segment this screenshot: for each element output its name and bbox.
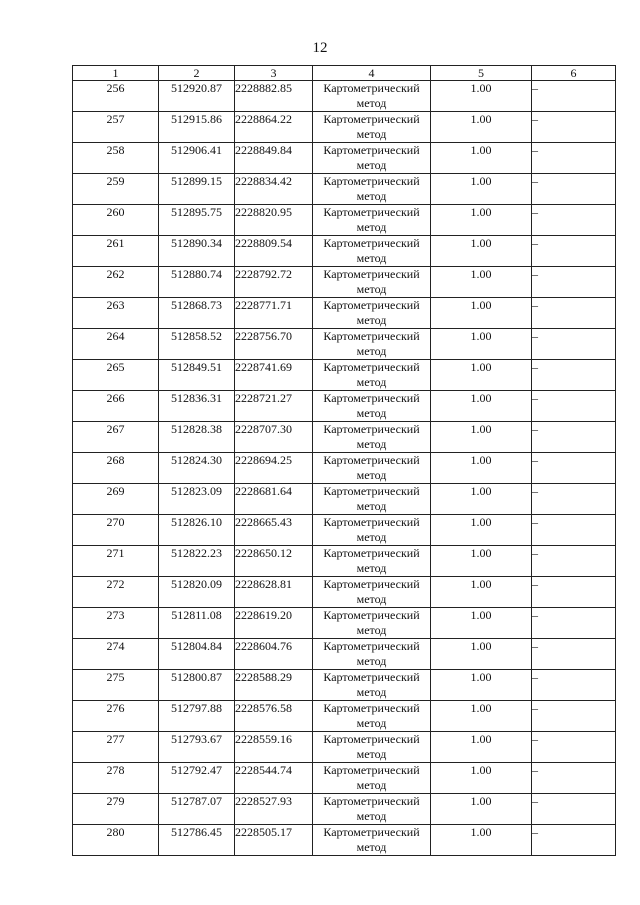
method-label-line2: метод bbox=[356, 344, 387, 358]
y-coordinate-cell: 2228544.74 bbox=[235, 763, 313, 794]
method-label-line1: Картометрический bbox=[323, 391, 420, 405]
y-coordinate-cell: 2228505.17 bbox=[235, 825, 313, 856]
x-coordinate-cell: 512915.86 bbox=[159, 112, 235, 143]
table-row bbox=[73, 81, 616, 112]
method-label-line2: метод bbox=[356, 127, 387, 141]
method-cell bbox=[313, 608, 431, 639]
table-row bbox=[73, 515, 616, 546]
y-coordinate-cell: 2228864.22 bbox=[235, 112, 313, 143]
method-label-line1: Картометрический bbox=[323, 236, 420, 250]
method-label-line1: Картометрический bbox=[323, 825, 420, 839]
note-cell: – bbox=[532, 701, 616, 732]
y-coordinate-cell: 2228882.85 bbox=[235, 81, 313, 112]
point-number-cell: 265 bbox=[73, 360, 159, 391]
y-coordinate-cell: 2228559.16 bbox=[235, 732, 313, 763]
point-number-cell: 272 bbox=[73, 577, 159, 608]
method-label-line1: Картометрический bbox=[323, 701, 420, 715]
table-row bbox=[73, 546, 616, 577]
point-number-cell: 276 bbox=[73, 701, 159, 732]
note-cell: – bbox=[532, 391, 616, 422]
table-row bbox=[73, 205, 616, 236]
note-cell: – bbox=[532, 81, 616, 112]
method-cell bbox=[313, 453, 431, 484]
y-coordinate-cell: 2228771.71 bbox=[235, 298, 313, 329]
method-label-line2: метод bbox=[356, 251, 387, 265]
accuracy-cell: 1.00 bbox=[431, 329, 532, 360]
method-label-line2: метод bbox=[356, 313, 387, 327]
method-label-line1: Картометрический bbox=[323, 267, 420, 281]
method-label-line2: метод bbox=[356, 96, 387, 110]
method-label-line1: Картометрический bbox=[323, 360, 420, 374]
column-header-5: 5 bbox=[431, 66, 532, 81]
accuracy-cell: 1.00 bbox=[431, 453, 532, 484]
method-cell bbox=[313, 112, 431, 143]
table-row bbox=[73, 298, 616, 329]
table-row bbox=[73, 236, 616, 267]
y-coordinate-cell: 2228576.58 bbox=[235, 701, 313, 732]
point-number-cell: 264 bbox=[73, 329, 159, 360]
method-label-line2: метод bbox=[356, 654, 387, 668]
y-coordinate-cell: 2228694.25 bbox=[235, 453, 313, 484]
point-number-cell: 275 bbox=[73, 670, 159, 701]
page-number: 12 bbox=[312, 40, 328, 56]
method-label-line1: Картометрический bbox=[323, 608, 420, 622]
y-coordinate-cell: 2228619.20 bbox=[235, 608, 313, 639]
x-coordinate-cell: 512822.23 bbox=[159, 546, 235, 577]
method-cell bbox=[313, 701, 431, 732]
y-coordinate-cell: 2228820.95 bbox=[235, 205, 313, 236]
y-coordinate-cell: 2228604.76 bbox=[235, 639, 313, 670]
note-cell: – bbox=[532, 422, 616, 453]
method-label-line1: Картометрический bbox=[323, 670, 420, 684]
table-row bbox=[73, 329, 616, 360]
method-label-line2: метод bbox=[356, 220, 387, 234]
accuracy-cell: 1.00 bbox=[431, 81, 532, 112]
x-coordinate-cell: 512800.87 bbox=[159, 670, 235, 701]
method-cell bbox=[313, 825, 431, 856]
y-coordinate-cell: 2228809.54 bbox=[235, 236, 313, 267]
x-coordinate-cell: 512826.10 bbox=[159, 515, 235, 546]
table-row bbox=[73, 794, 616, 825]
method-cell bbox=[313, 546, 431, 577]
note-cell: – bbox=[532, 453, 616, 484]
method-label-line1: Картометрический bbox=[323, 143, 420, 157]
y-coordinate-cell: 2228707.30 bbox=[235, 422, 313, 453]
method-cell bbox=[313, 763, 431, 794]
table-row bbox=[73, 112, 616, 143]
method-label-line2: метод bbox=[356, 499, 387, 513]
accuracy-cell: 1.00 bbox=[431, 577, 532, 608]
method-label-line1: Картометрический bbox=[323, 422, 420, 436]
method-label-line2: метод bbox=[356, 189, 387, 203]
x-coordinate-cell: 512804.84 bbox=[159, 639, 235, 670]
point-number-cell: 262 bbox=[73, 267, 159, 298]
method-cell bbox=[313, 143, 431, 174]
x-coordinate-cell: 512890.34 bbox=[159, 236, 235, 267]
accuracy-cell: 1.00 bbox=[431, 143, 532, 174]
accuracy-cell: 1.00 bbox=[431, 298, 532, 329]
x-coordinate-cell: 512858.52 bbox=[159, 329, 235, 360]
x-coordinate-cell: 512849.51 bbox=[159, 360, 235, 391]
method-label-line1: Картометрический bbox=[323, 794, 420, 808]
x-coordinate-cell: 512836.31 bbox=[159, 391, 235, 422]
method-label-line2: метод bbox=[356, 158, 387, 172]
column-header-6: 6 bbox=[532, 66, 616, 81]
method-label-line1: Картометрический bbox=[323, 515, 420, 529]
table-row bbox=[73, 453, 616, 484]
y-coordinate-cell: 2228650.12 bbox=[235, 546, 313, 577]
x-coordinate-cell: 512820.09 bbox=[159, 577, 235, 608]
method-label-line1: Картометрический bbox=[323, 329, 420, 343]
point-number-cell: 271 bbox=[73, 546, 159, 577]
note-cell: – bbox=[532, 298, 616, 329]
method-cell bbox=[313, 794, 431, 825]
accuracy-cell: 1.00 bbox=[431, 236, 532, 267]
y-coordinate-cell: 2228741.69 bbox=[235, 360, 313, 391]
column-header-3: 3 bbox=[235, 66, 313, 81]
column-header-2: 2 bbox=[159, 66, 235, 81]
accuracy-cell: 1.00 bbox=[431, 267, 532, 298]
method-cell bbox=[313, 484, 431, 515]
method-cell bbox=[313, 329, 431, 360]
y-coordinate-cell: 2228681.64 bbox=[235, 484, 313, 515]
accuracy-cell: 1.00 bbox=[431, 205, 532, 236]
method-label-line2: метод bbox=[356, 716, 387, 730]
method-label-line1: Картометрический bbox=[323, 732, 420, 746]
table-row bbox=[73, 360, 616, 391]
table-row bbox=[73, 484, 616, 515]
y-coordinate-cell: 2228527.93 bbox=[235, 794, 313, 825]
method-cell bbox=[313, 577, 431, 608]
method-cell bbox=[313, 422, 431, 453]
method-label-line2: метод bbox=[356, 778, 387, 792]
column-header-1: 1 bbox=[73, 66, 159, 81]
x-coordinate-cell: 512793.67 bbox=[159, 732, 235, 763]
x-coordinate-cell: 512868.73 bbox=[159, 298, 235, 329]
accuracy-cell: 1.00 bbox=[431, 546, 532, 577]
point-number-cell: 280 bbox=[73, 825, 159, 856]
table-row bbox=[73, 825, 616, 856]
method-cell bbox=[313, 515, 431, 546]
y-coordinate-cell: 2228721.27 bbox=[235, 391, 313, 422]
method-label-line2: метод bbox=[356, 375, 387, 389]
point-number-cell: 267 bbox=[73, 422, 159, 453]
method-label-line1: Картометрический bbox=[323, 81, 420, 95]
note-cell: – bbox=[532, 670, 616, 701]
method-label-line1: Картометрический bbox=[323, 639, 420, 653]
table-row bbox=[73, 143, 616, 174]
point-number-cell: 270 bbox=[73, 515, 159, 546]
table-row bbox=[73, 267, 616, 298]
y-coordinate-cell: 2228756.70 bbox=[235, 329, 313, 360]
note-cell: – bbox=[532, 484, 616, 515]
point-number-cell: 257 bbox=[73, 112, 159, 143]
table-row bbox=[73, 422, 616, 453]
note-cell: – bbox=[532, 794, 616, 825]
accuracy-cell: 1.00 bbox=[431, 670, 532, 701]
note-cell: – bbox=[532, 639, 616, 670]
method-cell bbox=[313, 670, 431, 701]
method-cell bbox=[313, 360, 431, 391]
table-header-row bbox=[73, 66, 616, 81]
accuracy-cell: 1.00 bbox=[431, 794, 532, 825]
method-label-line2: метод bbox=[356, 840, 387, 854]
method-cell bbox=[313, 236, 431, 267]
method-cell bbox=[313, 174, 431, 205]
method-label-line2: метод bbox=[356, 809, 387, 823]
method-label-line2: метод bbox=[356, 468, 387, 482]
point-number-cell: 258 bbox=[73, 143, 159, 174]
table-row bbox=[73, 391, 616, 422]
x-coordinate-cell: 512792.47 bbox=[159, 763, 235, 794]
note-cell: – bbox=[532, 174, 616, 205]
point-number-cell: 277 bbox=[73, 732, 159, 763]
method-label-line2: метод bbox=[356, 530, 387, 544]
method-cell bbox=[313, 298, 431, 329]
note-cell: – bbox=[532, 546, 616, 577]
accuracy-cell: 1.00 bbox=[431, 825, 532, 856]
table-row bbox=[73, 577, 616, 608]
accuracy-cell: 1.00 bbox=[431, 484, 532, 515]
point-number-cell: 259 bbox=[73, 174, 159, 205]
method-cell bbox=[313, 732, 431, 763]
note-cell: – bbox=[532, 360, 616, 391]
coordinates-table bbox=[72, 65, 616, 856]
note-cell: – bbox=[532, 825, 616, 856]
note-cell: – bbox=[532, 267, 616, 298]
y-coordinate-cell: 2228628.81 bbox=[235, 577, 313, 608]
point-number-cell: 268 bbox=[73, 453, 159, 484]
accuracy-cell: 1.00 bbox=[431, 422, 532, 453]
point-number-cell: 278 bbox=[73, 763, 159, 794]
point-number-cell: 256 bbox=[73, 81, 159, 112]
table-row bbox=[73, 732, 616, 763]
method-label-line1: Картометрический bbox=[323, 546, 420, 560]
method-label-line1: Картометрический bbox=[323, 112, 420, 126]
method-label-line2: метод bbox=[356, 623, 387, 637]
point-number-cell: 260 bbox=[73, 205, 159, 236]
point-number-cell: 263 bbox=[73, 298, 159, 329]
point-number-cell: 279 bbox=[73, 794, 159, 825]
accuracy-cell: 1.00 bbox=[431, 515, 532, 546]
note-cell: – bbox=[532, 763, 616, 794]
y-coordinate-cell: 2228849.84 bbox=[235, 143, 313, 174]
note-cell: – bbox=[532, 143, 616, 174]
method-cell bbox=[313, 205, 431, 236]
x-coordinate-cell: 512906.41 bbox=[159, 143, 235, 174]
y-coordinate-cell: 2228588.29 bbox=[235, 670, 313, 701]
note-cell: – bbox=[532, 732, 616, 763]
method-label-line2: метод bbox=[356, 561, 387, 575]
note-cell: – bbox=[532, 608, 616, 639]
point-number-cell: 261 bbox=[73, 236, 159, 267]
x-coordinate-cell: 512895.75 bbox=[159, 205, 235, 236]
method-cell bbox=[313, 391, 431, 422]
table-row bbox=[73, 608, 616, 639]
method-label-line1: Картометрический bbox=[323, 484, 420, 498]
point-number-cell: 273 bbox=[73, 608, 159, 639]
method-label-line2: метод bbox=[356, 747, 387, 761]
x-coordinate-cell: 512823.09 bbox=[159, 484, 235, 515]
note-cell: – bbox=[532, 577, 616, 608]
x-coordinate-cell: 512828.38 bbox=[159, 422, 235, 453]
method-label-line2: метод bbox=[356, 282, 387, 296]
note-cell: – bbox=[532, 515, 616, 546]
point-number-cell: 266 bbox=[73, 391, 159, 422]
point-number-cell: 274 bbox=[73, 639, 159, 670]
x-coordinate-cell: 512797.88 bbox=[159, 701, 235, 732]
accuracy-cell: 1.00 bbox=[431, 701, 532, 732]
note-cell: – bbox=[532, 205, 616, 236]
method-cell bbox=[313, 267, 431, 298]
column-header-4: 4 bbox=[313, 66, 431, 81]
method-label-line2: метод bbox=[356, 437, 387, 451]
method-cell bbox=[313, 81, 431, 112]
accuracy-cell: 1.00 bbox=[431, 639, 532, 670]
x-coordinate-cell: 512899.15 bbox=[159, 174, 235, 205]
accuracy-cell: 1.00 bbox=[431, 391, 532, 422]
method-label-line1: Картометрический bbox=[323, 763, 420, 777]
y-coordinate-cell: 2228665.43 bbox=[235, 515, 313, 546]
accuracy-cell: 1.00 bbox=[431, 763, 532, 794]
table-row bbox=[73, 639, 616, 670]
table-body bbox=[73, 81, 616, 856]
method-label-line2: метод bbox=[356, 592, 387, 606]
note-cell: – bbox=[532, 236, 616, 267]
note-cell: – bbox=[532, 329, 616, 360]
method-label-line2: метод bbox=[356, 406, 387, 420]
x-coordinate-cell: 512824.30 bbox=[159, 453, 235, 484]
accuracy-cell: 1.00 bbox=[431, 112, 532, 143]
x-coordinate-cell: 512920.87 bbox=[159, 81, 235, 112]
table-row bbox=[73, 670, 616, 701]
method-label-line1: Картометрический bbox=[323, 453, 420, 467]
accuracy-cell: 1.00 bbox=[431, 608, 532, 639]
accuracy-cell: 1.00 bbox=[431, 360, 532, 391]
note-cell: – bbox=[532, 112, 616, 143]
method-label-line1: Картометрический bbox=[323, 298, 420, 312]
x-coordinate-cell: 512880.74 bbox=[159, 267, 235, 298]
x-coordinate-cell: 512786.45 bbox=[159, 825, 235, 856]
x-coordinate-cell: 512787.07 bbox=[159, 794, 235, 825]
method-label-line2: метод bbox=[356, 685, 387, 699]
y-coordinate-cell: 2228834.42 bbox=[235, 174, 313, 205]
table-row bbox=[73, 763, 616, 794]
method-label-line1: Картометрический bbox=[323, 174, 420, 188]
y-coordinate-cell: 2228792.72 bbox=[235, 267, 313, 298]
method-label-line1: Картометрический bbox=[323, 577, 420, 591]
method-label-line1: Картометрический bbox=[323, 205, 420, 219]
x-coordinate-cell: 512811.08 bbox=[159, 608, 235, 639]
accuracy-cell: 1.00 bbox=[431, 732, 532, 763]
method-cell bbox=[313, 639, 431, 670]
table-row bbox=[73, 174, 616, 205]
accuracy-cell: 1.00 bbox=[431, 174, 532, 205]
point-number-cell: 269 bbox=[73, 484, 159, 515]
table-row bbox=[73, 701, 616, 732]
